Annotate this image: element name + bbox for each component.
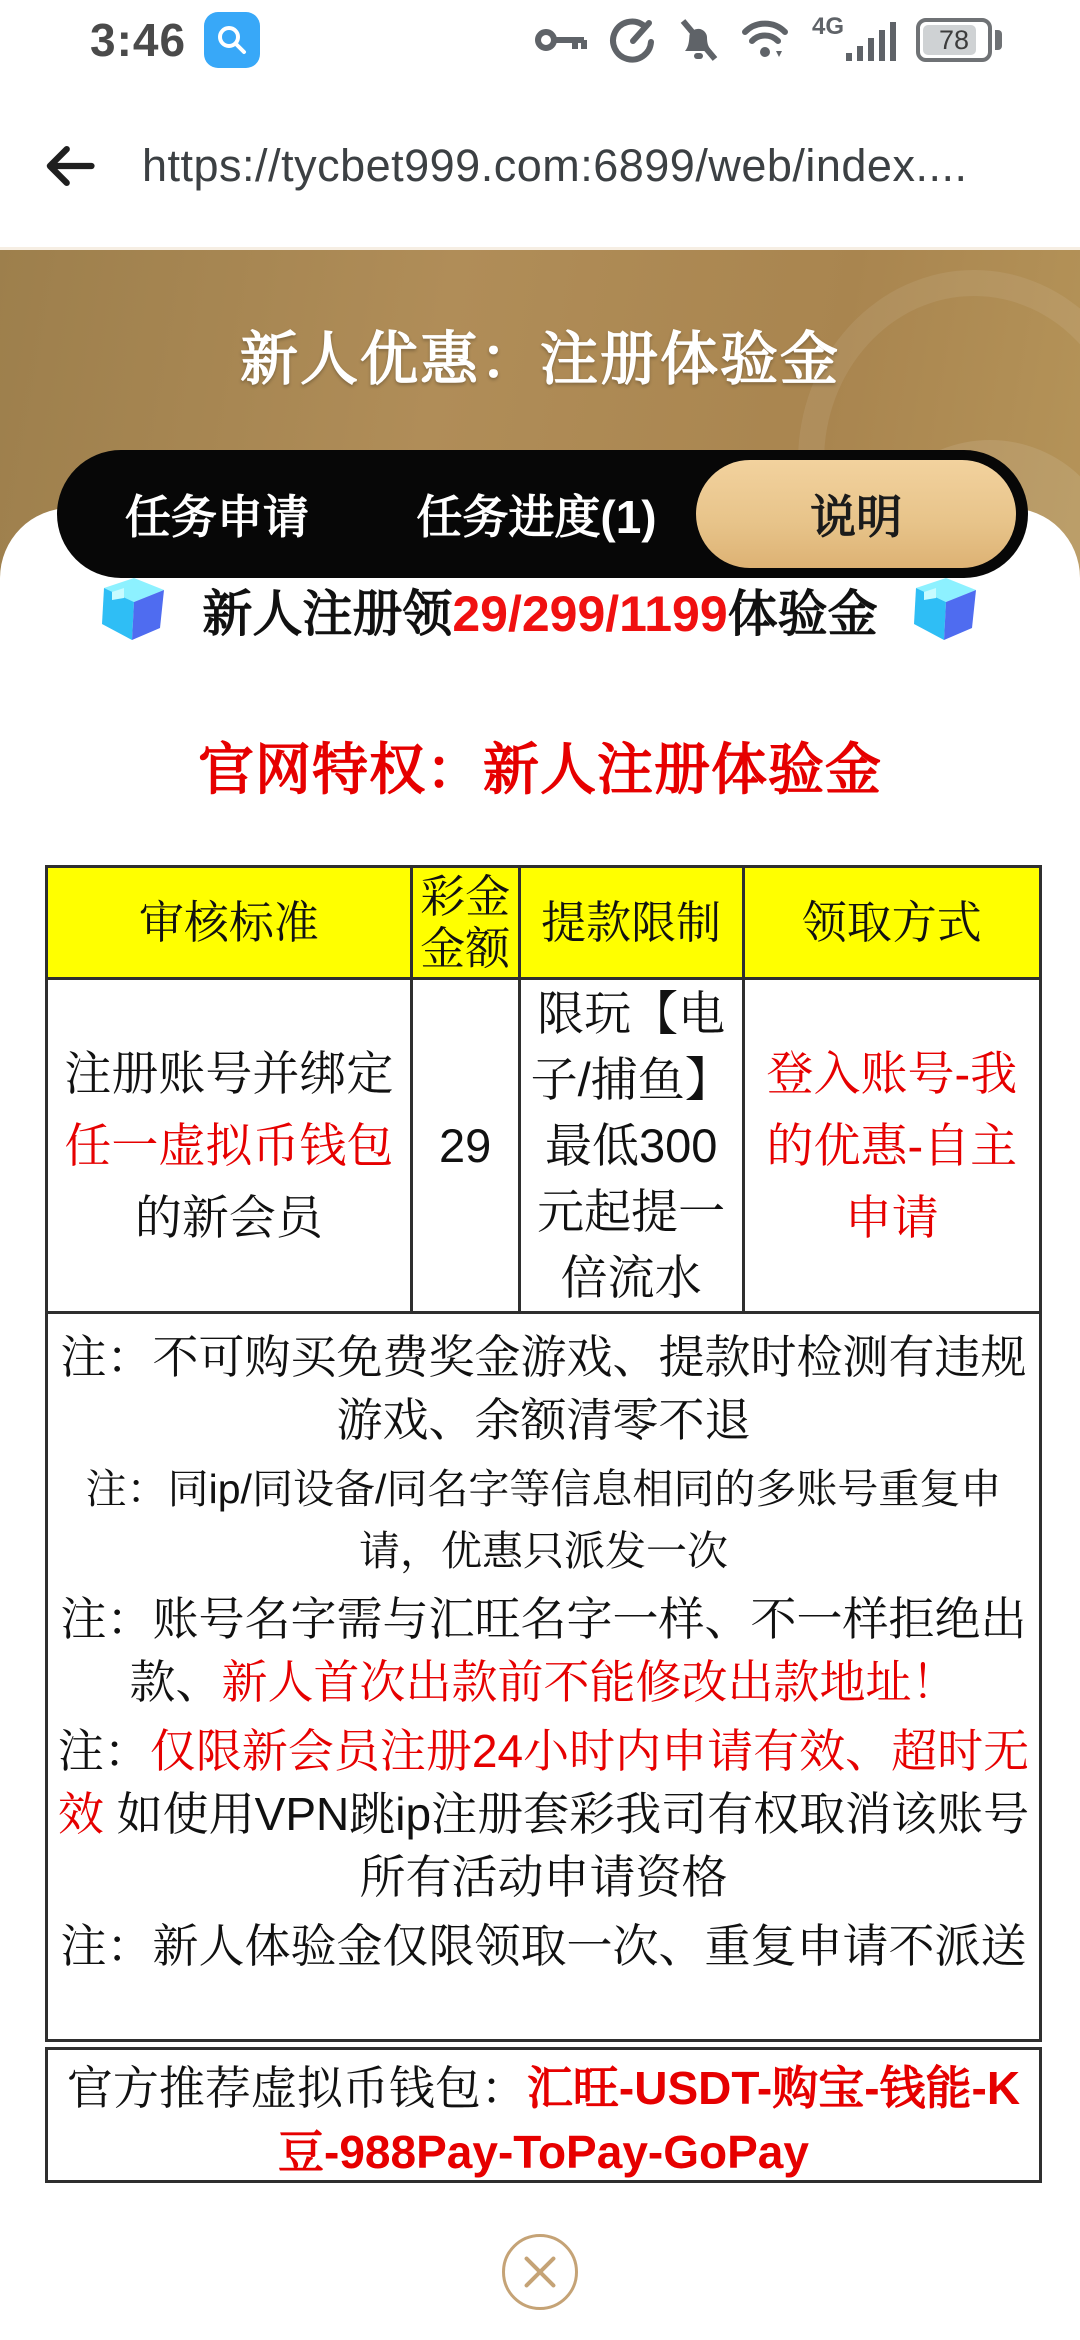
note-3 [56,1588,1031,1714]
close-button[interactable] [502,2234,578,2310]
criteria-line2: 任一虚拟币钱包 [64,1118,394,1172]
status-left [90,12,260,68]
wallet-list: 汇旺-USDT-购宝-钱能-K豆-988Pay-ToPay-GoPay [278,2062,1021,2178]
network-type-label: 4G [811,13,844,40]
url-field[interactable]: https://tycbet999.com:6899/web/index.... [142,140,968,191]
tab-label: 说明 [810,491,903,543]
note-1: 注：不可购买免费奖金游戏、提款时检测有违规游戏、余额清零不退 [60,1331,1027,1446]
bonus-banner-text [202,574,877,646]
table-header-withdraw: 提款限制 [521,868,745,977]
search-app-icon [204,12,260,68]
gem-icon [904,574,988,646]
key-icon [534,20,590,60]
notes-panel [45,1311,1042,2042]
section-title: 官网特权：新人注册体验金 [198,738,882,801]
note-4-black1: 注： [57,1725,150,1777]
tab-label: 任务申请 [124,491,309,543]
wallet-panel [45,2047,1042,2183]
wifi-icon [740,17,794,63]
note-5: 注：新人体验金仅限领取一次、重复申请不派送 [60,1920,1027,1972]
table-row [48,980,1039,1311]
data-saver-icon [608,16,656,64]
table-header-claim: 领取方式 [801,896,982,948]
table-header-bonus: 彩金金额 [413,868,521,977]
tab-task-apply[interactable] [57,450,377,578]
status-bar [0,0,1080,80]
signal-bars-icon [811,13,898,63]
clock-time: 3:46 [90,14,187,66]
battery-icon [916,18,1002,62]
banner-suffix: 体验金 [727,586,878,642]
cell-bonus-amount: 29 [413,980,521,1311]
bonus-banner [0,572,1080,648]
tab-task-progress[interactable] [377,450,697,578]
note-4-black2: 如使用VPN跳ip注册套彩我司有权取消该账号所有活动申请资格 [103,1788,1030,1903]
note-2: 注：同ip/同设备/同名字等信息相同的多账号重复申请，优惠只派发一次 [85,1466,1002,1574]
tab-instructions[interactable] [696,460,1016,568]
back-arrow-icon [42,139,96,193]
note-4 [56,1720,1031,1909]
tab-label: 任务进度(1) [416,491,657,543]
note-3-red: 新人首次出款前不能修改出款地址！ [221,1656,958,1708]
battery-percent: 78 [938,24,970,55]
gem-icon [92,574,176,646]
banner-prefix: 新人注册领 [202,586,453,642]
table-header-row [48,868,1039,980]
criteria-line1: 注册账号并绑定 [64,1046,394,1100]
cell-withdraw-limit: 限玩【电子/捕鱼】最低300元起提一倍流水 [521,980,745,1311]
banner-amounts: 29/299/1199 [452,586,728,642]
page-title: 新人优惠：注册体验金 [239,327,840,392]
note-4-red: 仅限新会员注册24小时内申请有效、超时无效 [57,1725,1030,1840]
promo-table [45,865,1042,1314]
wallet-label: 官方推荐虚拟币钱包： [66,2062,527,2114]
cell-claim-method: 登入账号-我的优惠-自主申请 [766,1046,1018,1244]
cell-criteria [48,980,413,1311]
table-header-criteria: 审核标准 [48,868,413,977]
notifications-off-icon [674,16,722,64]
url-bar [0,118,1080,214]
back-button[interactable] [40,137,98,195]
status-right [534,13,1002,64]
note-3-black: 注：账号名字需与汇旺名字一样、不一样拒绝出款、 [60,1593,1027,1708]
tab-bar [57,450,1028,578]
criteria-line3: 的新会员 [134,1190,323,1244]
